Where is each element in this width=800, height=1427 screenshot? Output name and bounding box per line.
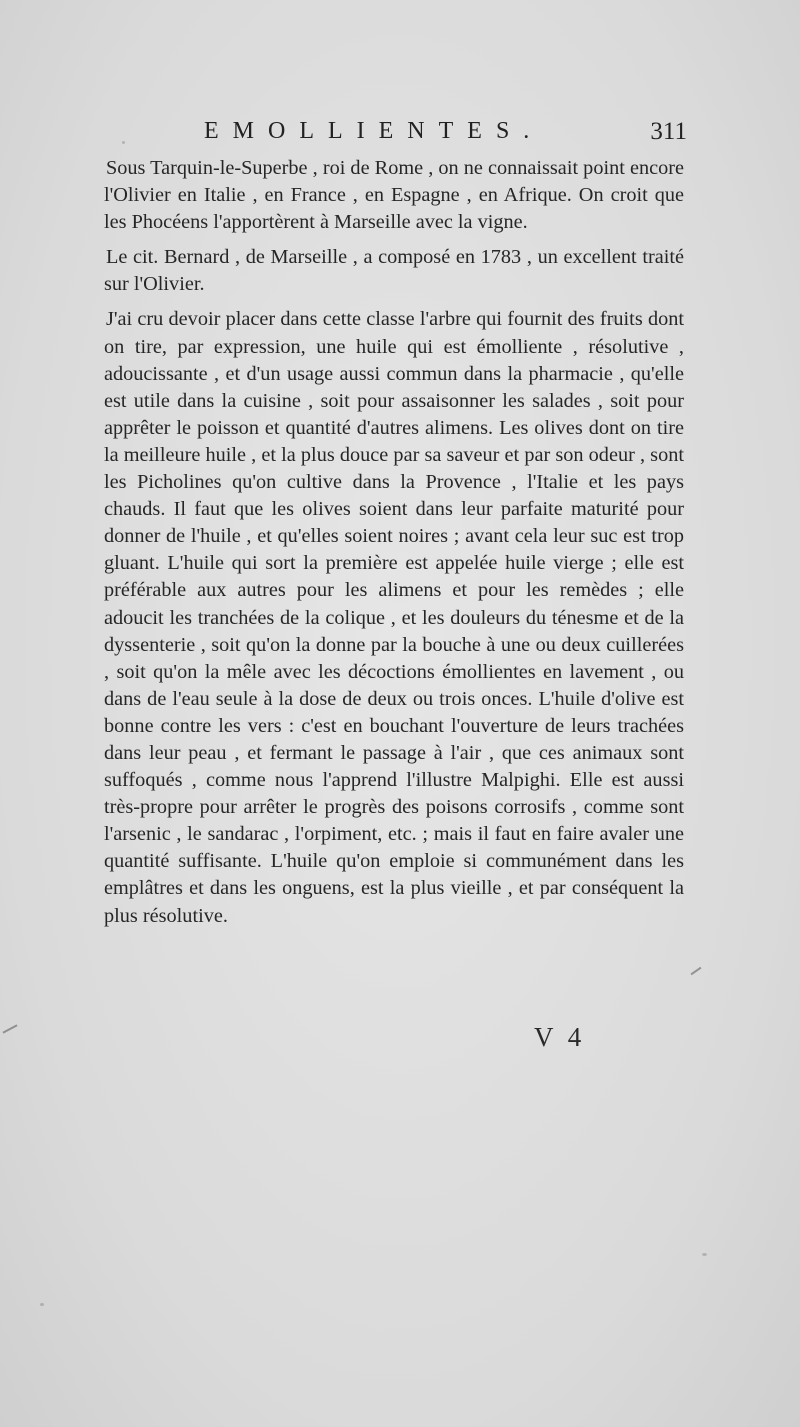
paper-speck bbox=[122, 141, 125, 144]
page-header bbox=[112, 118, 687, 148]
margin-pencil-mark bbox=[691, 967, 702, 976]
paper-speck bbox=[612, 318, 616, 322]
paper-speck bbox=[40, 1303, 44, 1306]
paper-speck bbox=[702, 1253, 707, 1256]
paragraph-tarquin: Sous Tarquin-le-Superbe , roi de Rome , on ne connaissait point encore l'Olivier en Italie , en France , en Espagne , en Afrique. On croit que les Phocéens l'apportèrent à Marseille avec la vigne. bbox=[104, 157, 684, 234]
paragraph-bernard: Le cit. Bernard , de Marseille , a composé en 1783 , un excellent traité sur l'Olivier. bbox=[104, 246, 684, 296]
running-title: EMOLLIENTES. bbox=[204, 118, 544, 144]
signature-mark: V 4 bbox=[534, 1022, 586, 1052]
page-number: 311 bbox=[650, 118, 687, 145]
paragraph-olive-oil: J'ai cru devoir placer dans cette classe l'arbre qui fournit des fruits dont on tire, par expression, une huile qui est émolliente , résolutive , adoucissante , et d'un usage aussi commun dans la pharmacie , qu'elle est utile dans la cuisine , soit pour assaisonner les salades , soit pour apprêter le poisson et quantité d'autres alimens. Les olives dont on tire la meilleure huile , et la plus douce par sa saveur et par son odeur , sont les Picholines qu'on cultive dans la Provence , l'Italie et les pays chauds. Il faut que les olives soient dans leur parfaite maturité pour donner de l'huile , et qu'elles soient noires ; avant cela leur suc est trop gluant. L'huile qui sort la première est appelée huile vierge ; elle est préférable aux autres pour les alimens et pour les remèdes ; elle adoucit les tranchées de la colique , et les douleurs du ténesme et de la dyssenterie , soit qu'on la donne par la bouche à une ou deux cuillerées , soit qu'on la mêle avec les décoctions émollientes en lavement , ou dans de l'eau seule à la dose de deux ou trois onces. L'huile d'olive est bonne contre les vers : c'est en bouchant l'ouverture de leurs trachées dans leur peau , et fermant le passage à l'air , que ces animaux sont suffoqués , comme nous l'apprend l'illustre Malpighi. Elle est aussi très-propre pour arrêter le progrès des poisons corrosifs , comme sont l'arsenic , le sandarac , l'orpiment, etc. ; mais il faut en faire avaler une quantité suffisante. L'huile qu'on emploie si communément dans les emplâtres et dans les onguens, est la plus vieille , et par conséquent la plus résolutive. bbox=[104, 308, 684, 927]
page-body bbox=[104, 155, 684, 930]
margin-pencil-mark bbox=[2, 1024, 17, 1033]
